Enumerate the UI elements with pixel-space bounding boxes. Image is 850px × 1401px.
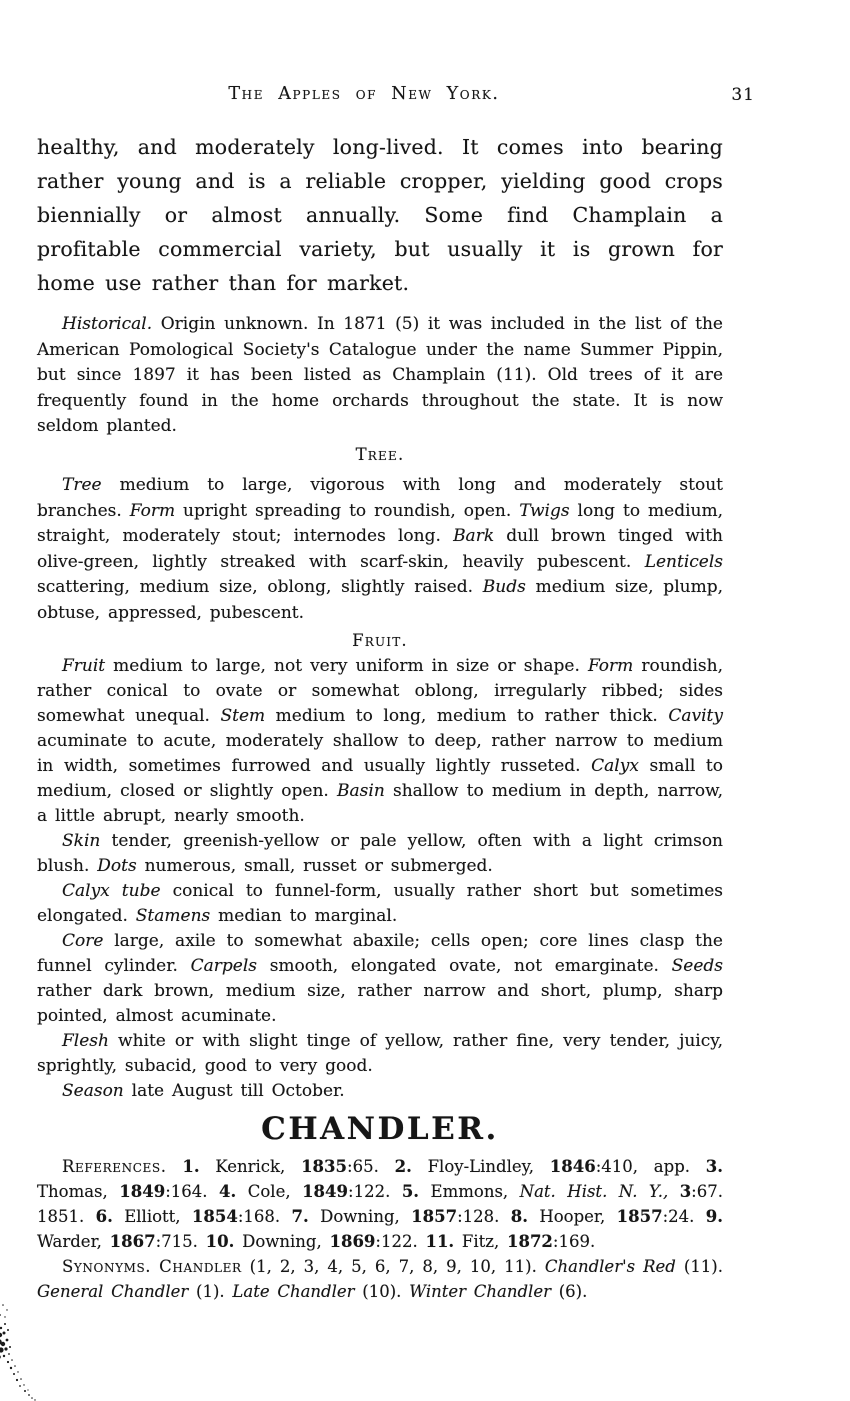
skin-paragraph: Skin tender, greenish-yellow or pale yellow, often with a light crimson blush. Dots numerous, small, russet or submerged. <box>37 830 723 876</box>
flesh-paragraph: Flesh white or with slight tinge of yellow, rather fine, very tender, juicy, sprightly, subacid, good to very good. <box>37 1030 723 1076</box>
fruit-section <box>37 654 723 1104</box>
ink-smudge-artifact <box>0 1300 44 1401</box>
fruit-paragraph: Fruit medium to large, not very uniform in size or shape. Form roundish, rather conical to ovate or somewhat oblong, irregularly ribbed; sides somewhat unequal. Stem medium to long, medium to rather thick. Cavity acuminate to acute, moderately shallow to deep, rather narrow to medium in width, sometimes furrowed and usually lightly russeted. Calyx small to medium, closed or slightly open. Basin shallow to medium in depth, narrow, a little abrupt, nearly smooth. <box>37 655 723 826</box>
intro-paragraph: healthy, and moderately long-lived. It comes into bearing rather young and is a reliable cropper, yielding good crops biennially or almost annually. Some find Champlain a profitable commercial variety, but usually it is grown for home use rather than for market. <box>37 135 723 295</box>
core-paragraph: Core large, axile to somewhat abaxile; cells open; core lines clasp the funnel cylinder. Carpels smooth, elongated ovate, not emarginate. Seeds rather dark brown, medium size, rather narrow and short, plump, sharp pointed, almost acuminate. <box>37 930 723 1026</box>
historical-paragraph: Historical. Origin unknown. In 1871 (5) it was included in the list of the American Pomological Society's Catalogue under the name Summer Pippin, but since 1897 it has been listed as Champlain (11). Old trees of it are frequently found in the home orchards throughout the state. It is now seldom planted. <box>37 314 723 437</box>
tree-section-heading: Tree. <box>355 444 405 464</box>
calyx-tube-paragraph: Calyx tube conical to funnel-form, usually rather short but sometimes elongated. Stamens median to marginal. <box>37 880 723 926</box>
synonyms-paragraph: Synonyms. Chandler (1, 2, 3, 4, 5, 6, 7, 8, 9, 10, 11). Chandler's Red (11). General Chandler (1). Late Chandler (10). Winter Chandler (6). <box>37 1256 723 1301</box>
season-paragraph: Season late August till October. <box>62 1080 345 1101</box>
references-paragraph: References. 1. Kenrick, 1835:65. 2. Floy-Lindley, 1846:410, app. 3. Thomas, 1849:164. 4. Cole, 1849:122. 5. Emmons, Nat. Hist. N. Y., 3:67. 1851. 6. Elliott, 1854:168. 7. Downing, 1857:128. 8. Hooper, 1857:24. 9. Warder, 1867:715. 10. Downing, 1869:122. 11. Fitz, 1872:169. <box>37 1156 724 1251</box>
running-title: The Apples of New York. <box>228 84 500 104</box>
tree-paragraph: Tree medium to large, vigorous with long and moderately stout branches. Form upright spreading to roundish, open. Twigs long to medium, straight, moderately stout; internodes long. Bark dull brown tinged with olive-green, lightly streaked with scarf-skin, heavily pubescent. Lenticels scattering, medium size, oblong, slightly raised. Buds medium size, plump, obtuse, appressed, pubescent. <box>37 474 724 623</box>
variety-heading-chandler: CHANDLER. <box>261 1110 499 1147</box>
page-number: 31 <box>731 85 755 105</box>
text-block <box>37 0 755 1304</box>
fruit-section-heading: Fruit. <box>352 630 408 650</box>
page-header <box>37 84 755 106</box>
